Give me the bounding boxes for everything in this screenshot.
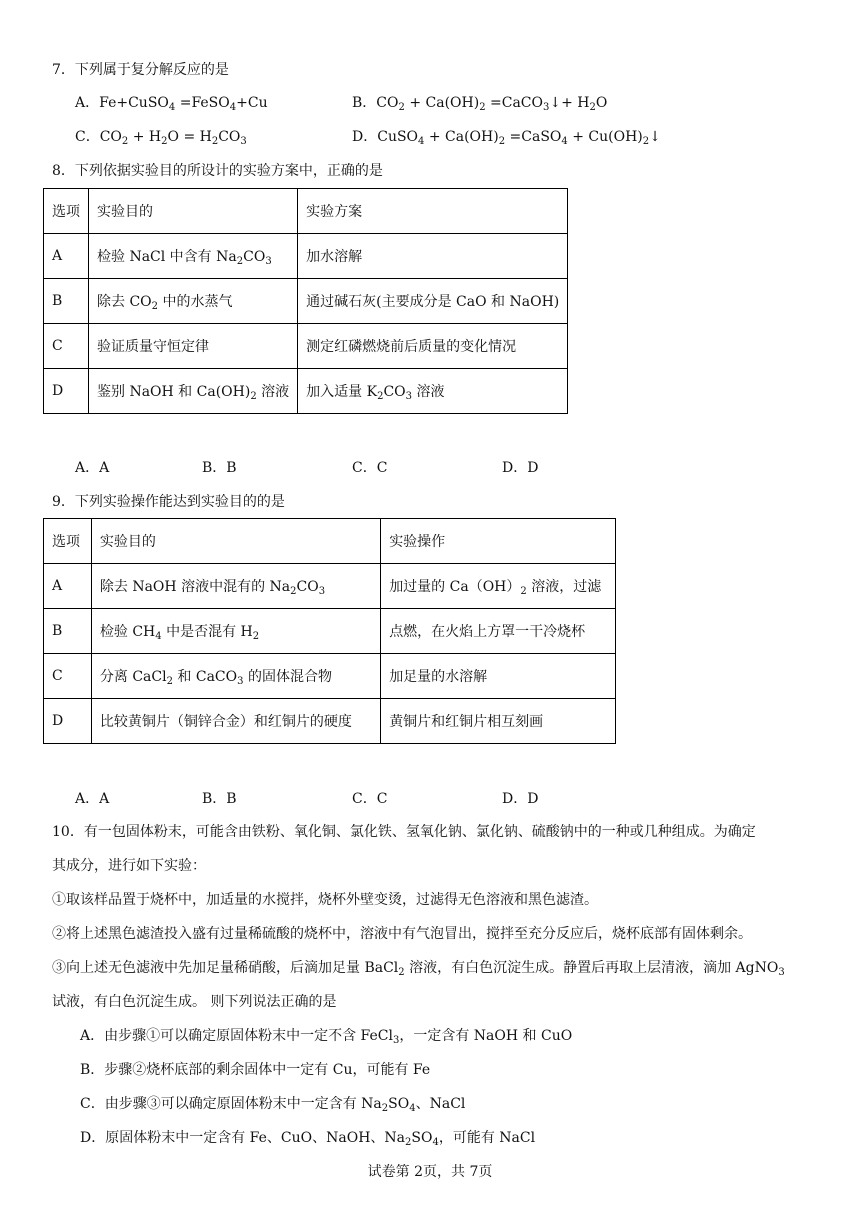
table-row <box>44 564 616 609</box>
table-row <box>44 609 616 654</box>
q10-stem-line: 试液，有白色沉淀生成。 则下列说法正确的是 <box>52 994 337 1010</box>
q10-stem-line: 10．有一包固体粉末，可能含由铁粉、氧化铜、氯化铁、氢氧化钠、氯化钠、硫酸钠中的一种或几种组成。为确定 <box>52 824 756 840</box>
q8-answer-d: D．D <box>502 460 539 476</box>
q8-header-purpose: 实验目的 <box>89 189 298 234</box>
q9-table-header <box>44 519 616 564</box>
q10-option-d: D．原固体粉末中一定含有 Fe、CuO、NaOH、$Na_2SO_4$，可能有 NaCl <box>80 1130 536 1148</box>
q9-cell: 除去 NaOH 溶液中混有的 $Na_2CO_3$ <box>91 564 380 609</box>
q8-cell: 加入适量 $K_2CO_3$ 溶液 <box>298 369 568 414</box>
q9-cell: A <box>44 564 92 609</box>
q8-cell: 测定红磷燃烧前后质量的变化情况 <box>298 324 568 369</box>
table-row <box>44 654 616 699</box>
q9-cell: 加过量的 $Ca(OH)_2$ 溶液，过滤 <box>381 564 616 609</box>
q8-cell: D <box>44 369 89 414</box>
q8-answer-c: C．C <box>352 460 388 476</box>
q10-option-b: B．步骤②烧杯底部的剩余固体中一定有 Cu，可能有 Fe <box>80 1062 431 1078</box>
q9-answer-c: C．C <box>352 791 388 807</box>
table-row <box>44 234 568 279</box>
q8-cell: B <box>44 279 89 324</box>
q7-stem: 7．下列属于复分解反应的是 <box>52 62 229 78</box>
q10-option-c: C．由步骤③可以确定原固体粉末中一定含有 $Na_2SO_4$、NaCl <box>80 1096 466 1114</box>
q8-table <box>43 188 568 414</box>
q10-step-3: ③向上述无色滤液中先加足量稀硝酸，后滴加足量 BaCl$_2$ 溶液，有白色沉淀生成。静置后再取上层清液，滴加 AgNO$_3$ <box>52 960 785 978</box>
q8-answer-b: B．B <box>202 460 237 476</box>
table-row <box>44 699 616 744</box>
q9-cell: 检验 $CH_4$ 中是否混有 $H_2$ <box>91 609 380 654</box>
q9-cell: B <box>44 609 92 654</box>
page-footer: 试卷第 2页，共 7页 <box>367 1164 493 1180</box>
q8-table-header <box>44 189 568 234</box>
q9-stem: 9．下列实验操作能达到实验目的的是 <box>52 494 285 510</box>
q8-cell: C <box>44 324 89 369</box>
q9-table <box>43 518 616 744</box>
q7-option-d: D．CuSO$_4$ + $Ca(OH)_2$ =CaSO$_4$ + $Cu(OH)_2↓$ <box>352 129 661 147</box>
q8-answer-a: A．A <box>75 460 110 476</box>
q8-cell: 除去 $CO_2$ 中的水蒸气 <box>89 279 298 324</box>
q8-cell: 通过碱石灰(主要成分是 CaO 和 NaOH) <box>298 279 568 324</box>
q9-answer-a: A．A <box>75 791 110 807</box>
q8-header-option: 选项 <box>44 189 89 234</box>
q9-header-purpose: 实验目的 <box>91 519 380 564</box>
table-row <box>44 369 568 414</box>
q8-header-plan: 实验方案 <box>298 189 568 234</box>
table-row <box>44 279 568 324</box>
q7-option-a: A．Fe+CuSO$_4$ =FeSO$_4$+Cu <box>75 95 268 113</box>
q7-option-b: B．$CO_2 + Ca(OH)_2$ =CaCO$_3$↓+ $H_2O$ <box>352 95 608 113</box>
q10-step-1: ①取该样品置于烧杯中，加适量的水搅拌，烧杯外壁变烫，过滤得无色溶液和黑色滤渣。 <box>52 892 598 908</box>
q10-step-2: ②将上述黑色滤渣投入盛有过量稀硫酸的烧杯中，溶液中有气泡冒出，搅拌至充分反应后，烧杯底部有固体剩余。 <box>52 926 752 942</box>
q10-stem-line: 其成分，进行如下实验： <box>52 858 206 874</box>
q8-cell: 加水溶解 <box>298 234 568 279</box>
q9-cell: D <box>44 699 92 744</box>
q8-cell: 检验 NaCl 中含有 $Na_2CO_3$ <box>89 234 298 279</box>
q9-cell: 比较黄铜片（铜锌合金）和红铜片的硬度 <box>91 699 380 744</box>
q9-cell: 黄铜片和红铜片相互刻画 <box>381 699 616 744</box>
q9-answer-d: D．D <box>502 791 539 807</box>
table-row <box>44 324 568 369</box>
q9-cell: 分离 CaCl$_2$ 和 CaCO$_3$ 的固体混合物 <box>91 654 380 699</box>
q7-option-c: C．$CO_2 + H_2O = H_2CO_3$ <box>75 129 247 147</box>
q8-cell: 鉴别 NaOH 和 $Ca(OH)_2$ 溶液 <box>89 369 298 414</box>
q9-header-option: 选项 <box>44 519 92 564</box>
q9-cell: 加足量的水溶解 <box>381 654 616 699</box>
q8-stem: 8．下列依据实验目的所设计的实验方案中，正确的是 <box>52 163 383 179</box>
q8-cell: 验证质量守恒定律 <box>89 324 298 369</box>
q9-header-operation: 实验操作 <box>381 519 616 564</box>
q10-option-a: A．由步骤①可以确定原固体粉末中一定不含 FeCl$_3$，一定含有 NaOH 和 CuO <box>80 1028 573 1046</box>
q9-answer-b: B．B <box>202 791 237 807</box>
q9-cell: C <box>44 654 92 699</box>
q9-cell: 点燃，在火焰上方罩一干冷烧杯 <box>381 609 616 654</box>
q8-cell: A <box>44 234 89 279</box>
